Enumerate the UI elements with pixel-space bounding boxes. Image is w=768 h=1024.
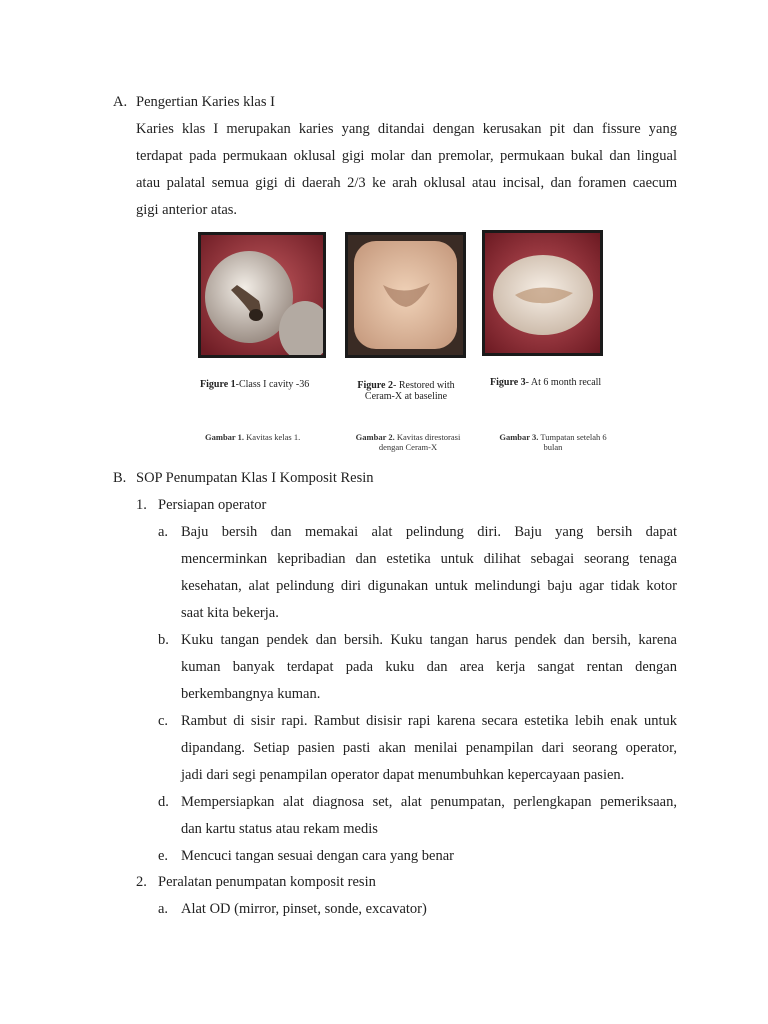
figure-2-photo bbox=[345, 232, 466, 358]
list-item-line: jadi dari segi penampilan operator dapat menumbuhkan kepercayaan pasien. bbox=[181, 767, 625, 783]
list-item-marker: d. bbox=[158, 794, 169, 810]
class-1-cavity-image bbox=[201, 235, 323, 355]
section-a-para-line: atau palatal semua gigi di daerah 2/3 ke arah oklusal atau incisal, dan foramen caecum bbox=[136, 175, 677, 191]
list-item-marker: a. bbox=[158, 524, 169, 540]
list-item-line: Alat OD (mirror, pinset, sonde, excavator) bbox=[181, 901, 427, 917]
list-item-line: mencerminkan kepribadian dan estetika untuk dilihat sebagai seorang tenaga bbox=[181, 551, 677, 567]
gambar-2-caption: Gambar 2. Kavitas direstorasi dengan Ceram-X bbox=[355, 432, 461, 452]
sub1-marker: 1. bbox=[136, 497, 147, 513]
section-a-marker: A. bbox=[113, 94, 128, 110]
section-a-para-line: gigi anterior atas. bbox=[136, 202, 238, 218]
sub2-title: Peralatan penumpatan komposit resin bbox=[158, 874, 376, 890]
figure-2-caption: Figure 2- Restored with Ceram-X at baseline bbox=[357, 380, 455, 402]
figure-1-photo bbox=[198, 232, 326, 358]
recall-tooth-image bbox=[485, 233, 600, 353]
list-item-line: kuman banyak terdapat pada kuku dan area kerja sangat rentan dengan bbox=[181, 659, 677, 675]
sub2-marker: 2. bbox=[136, 874, 147, 890]
list-item-marker: c. bbox=[158, 713, 169, 729]
restored-tooth-image bbox=[348, 235, 463, 355]
sub1-title: Persiapan operator bbox=[158, 497, 267, 513]
gambar-3-caption: Gambar 3. Tumpatan setelah 6 bulan bbox=[499, 432, 607, 452]
list-item-marker: a. bbox=[158, 901, 169, 917]
list-item-line: berkembangnya kuman. bbox=[181, 686, 321, 702]
list-item-marker: b. bbox=[158, 632, 169, 648]
section-b-marker: B. bbox=[113, 470, 127, 486]
gambar-1-caption: Gambar 1. Kavitas kelas 1. bbox=[205, 432, 301, 442]
list-item-line: dipandang. Setiap pasien pasti akan menilai penampilan dari seorang operator, bbox=[181, 740, 677, 756]
list-item-line: dan kartu status atau rekam medis bbox=[181, 821, 378, 837]
figure-3-photo bbox=[482, 230, 603, 356]
list-item-line: Baju bersih dan memakai alat pelindung diri. Baju yang bersih dapat bbox=[181, 524, 677, 540]
list-item-marker: e. bbox=[158, 848, 169, 864]
list-item-line: Rambut di sisir rapi. Rambut disisir rapi karena secara estetika lebih enak untuk bbox=[181, 713, 677, 729]
list-item-line: saat kita bekerja. bbox=[181, 605, 279, 621]
list-item-line: Mempersiapkan alat diagnosa set, alat penumpatan, perlengkapan pemeriksaan, bbox=[181, 794, 677, 810]
section-a-para-line: terdapat pada permukaan oklusal gigi molar dan premolar, permukaan bukal dan lingual bbox=[136, 148, 677, 164]
list-item-line: kesehatan, alat pelindung diri digunakan untuk melindungi baju agar tidak kotor bbox=[181, 578, 677, 594]
list-item-line: Kuku tangan pendek dan bersih. Kuku tangan harus pendek dan bersih, karena bbox=[181, 632, 677, 648]
section-b-heading: SOP Penumpatan Klas I Komposit Resin bbox=[136, 470, 374, 486]
section-a-para-line: Karies klas I merupakan karies yang ditandai dengan kerusakan pit dan fissure yang bbox=[136, 121, 677, 137]
figure-1-caption: Figure 1-Class I cavity -36 bbox=[200, 379, 310, 390]
section-a-heading: Pengertian Karies klas I bbox=[136, 94, 275, 110]
list-item-line: Mencuci tangan sesuai dengan cara yang benar bbox=[181, 848, 454, 864]
figure-3-caption: Figure 3- At 6 month recall bbox=[490, 377, 602, 388]
